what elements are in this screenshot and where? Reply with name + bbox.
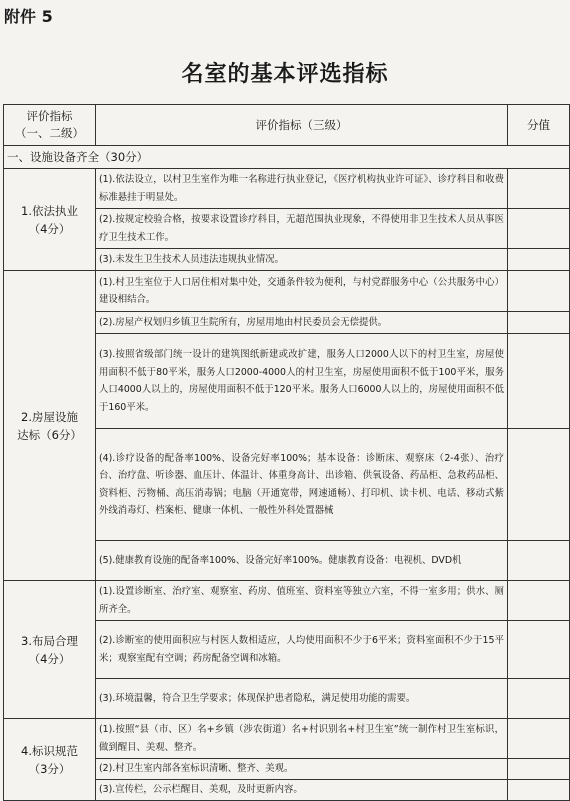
score-cell[interactable] (508, 679, 570, 719)
criterion-cell: (2).村卫生室内部各室标识清晰、整齐、美观。 (96, 759, 508, 780)
category-label-line2: 达标（6分） (17, 427, 82, 442)
criterion-cell: (3).环境温馨，符合卫生学要求；体现保护患者隐私，满足使用功能的需要。 (96, 679, 508, 719)
category-cell (4, 271, 96, 581)
criterion-cell: (1).设置诊断室、治疗室、观察室、药房、值班室、资料室等独立六室，不得一室多用；供水、厕所齐全。 (96, 581, 508, 621)
score-cell[interactable] (508, 621, 570, 679)
score-cell[interactable] (508, 429, 570, 541)
table-row (4, 169, 570, 209)
table-row (4, 719, 570, 759)
category-label-line1: 1.依法执业 (21, 203, 78, 218)
criterion-cell: (1).村卫生室位于人口居住相对集中处，交通条件较为便利，与村党群服务中心（公共服务中心）建设相结合。 (96, 271, 508, 312)
category-label-line1: 4.标识规范 (21, 743, 78, 758)
score-cell[interactable] (508, 312, 570, 334)
category-label-line1: 3.布局合理 (21, 633, 78, 648)
page-title: 名室的基本评选指标 (181, 62, 389, 87)
category-label-line1: 2.房屋设施 (21, 409, 78, 424)
col-header-level12-line2: （一、二级） (15, 126, 84, 140)
criterion-cell: (5).健康教育设施的配备率100%、设备完好率100%。健康教育设备：电视机、DVD机 (96, 541, 508, 581)
category-label-line2: （4分） (28, 651, 71, 666)
score-cell[interactable] (508, 581, 570, 621)
criterion-cell: (3).宣传栏，公示栏醒目、美观，及时更新内容。 (96, 780, 508, 801)
score-cell[interactable] (508, 541, 570, 581)
category-label-line2: （3分） (28, 761, 71, 776)
score-cell[interactable] (508, 719, 570, 759)
score-cell[interactable] (508, 169, 570, 209)
score-cell[interactable] (508, 334, 570, 429)
col-header-level12 (4, 105, 96, 146)
col-header-score: 分值 (508, 105, 570, 146)
col-header-level3: 评价指标（三级） (96, 105, 508, 146)
section-title: 一、设施设备齐全（30分） (4, 146, 570, 169)
table-row (4, 271, 570, 312)
category-cell (4, 719, 96, 801)
criterion-cell: (3).按照省级部门统一设计的建筑图纸新建或改扩建，服务人口2000人以下的村卫生室，房屋使用面积不低于80平米，服务人口2000-4000人的村卫生室，房屋使用面积不低于100平米，服务人口4000人以上的，房屋使用面积不低于120平米。服务人口6000人以上的，房屋使用面积不低于160平米。 (96, 334, 508, 429)
criterion-cell: (3).未发生卫生技术人员违法违规执业情况。 (96, 249, 508, 271)
table-row (4, 581, 570, 621)
criteria-table (3, 104, 570, 801)
table-header-row (4, 105, 570, 146)
attachment-label: 附件 5 (4, 7, 53, 26)
col-header-level12-line1: 评价指标 (26, 109, 73, 123)
criterion-cell: (2).按规定校验合格，按要求设置诊疗科目，无超范围执业现象，不得使用非卫生技术人员从事医疗卫生技术工作。 (96, 209, 508, 249)
score-cell[interactable] (508, 759, 570, 780)
score-cell[interactable] (508, 271, 570, 312)
category-label-line2: （4分） (28, 221, 71, 236)
criterion-cell: (1).依法设立，以村卫生室作为唯一名称进行执业登记，《医疗机构执业许可证》、诊疗科目和收费标准悬挂于明显处。 (96, 169, 508, 209)
section-row (4, 146, 570, 169)
score-cell[interactable] (508, 780, 570, 801)
category-cell (4, 581, 96, 719)
criterion-cell: (2).房屋产权划归乡镇卫生院所有，房屋用地由村民委员会无偿提供。 (96, 312, 508, 334)
score-cell[interactable] (508, 249, 570, 271)
criterion-cell: (4).诊疗设备的配备率100%、设备完好率100%；基本设备：诊断床、观察床（2-4张）、治疗台、治疗盘、听诊器、血压计、体温计、体重身高计、出诊箱、供氧设备、药品柜、急救药品柜、资料柜、污物桶、高压消毒锅；电脑（开通宽带，网速通畅）、打印机、读卡机、电话、移动式紫外线消毒灯、档案柜、健康一体机、一般性外科处置器械 (96, 429, 508, 541)
category-cell (4, 169, 96, 271)
criterion-cell: (1).按照“县（市、区）名+乡镇（涉农街道）名+村识别名+村卫生室”统一制作村卫生室标识，做到醒目、美观、整齐。 (96, 719, 508, 759)
criterion-cell: (2).诊断室的使用面积应与村医人数相适应，人均使用面积不少于6平米；资料室面积不少于15平米；观察室配有空调；药房配备空调和冰箱。 (96, 621, 508, 679)
score-cell[interactable] (508, 209, 570, 249)
